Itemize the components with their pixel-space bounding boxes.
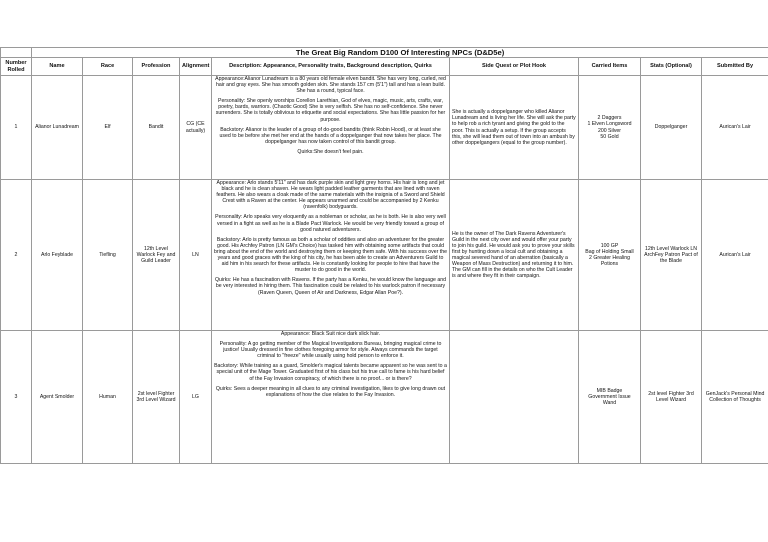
- stats-cell: Doppelganger: [641, 76, 702, 180]
- description-cell: [212, 76, 450, 180]
- race-cell: Elf: [83, 76, 133, 180]
- item-line: MIB Badge: [596, 387, 623, 394]
- description-cell: [212, 180, 450, 331]
- table-row: [1, 331, 768, 464]
- table-title: The Great Big Random D100 Of Interesting NPCs (D&D5e): [32, 48, 768, 58]
- race-cell: Human: [83, 331, 133, 464]
- submitted-cell: Aurican's Lair: [702, 180, 768, 331]
- number-cell: 2: [1, 180, 32, 331]
- column-header: Carried Items: [579, 58, 641, 76]
- profession-cell: Bandit: [133, 76, 180, 180]
- items-cell: [579, 76, 641, 180]
- description-paragraph: Backstory: Arlo is pretty famous as both a scholar of oddities and also an adventurer for the greater good. His Archfey Patron (LN GM's Choice) has tasked him with obtaining some artifacts that could bring about the end of the world and destroying them or keeping them safe. With his success over the years and good graces with the king of his city, he has been able to create an Adventurers Guild to aid him in his search for these artifacts. He is constantly looking for people to hire that have the muster to do good in the world.: [214, 236, 447, 274]
- description-paragraph: Appearance:Alianor Lunadream is a 80 years old female elven bandit. She has very long, curled, red hair and gray eyes. She has smooth golden skin. She stands 157 cm (5'1") tall and has a lean build. She has a round, typical face.: [215, 76, 446, 95]
- item-line: Government Issue Wand: [588, 393, 631, 407]
- items-cell: [579, 180, 641, 331]
- column-header: Race: [83, 58, 133, 76]
- profession-cell: 2st level Fighter 3rd Level Wizard: [133, 331, 180, 464]
- profession-cell: 12th Level Warlock Fey and Guild Leader: [133, 180, 180, 331]
- column-header: Name: [32, 58, 83, 76]
- column-header: Alignment: [180, 58, 212, 76]
- column-header: Side Quest or Plot Hook: [450, 58, 579, 76]
- item-line: 200 Silver: [597, 127, 622, 134]
- description-paragraph: Appearance: Arlo stands 5'11" and has dark purple skin and light grey horns. His hair is long and jet black and he is clean shaven. He wears light padded leather garments that are lined with raven feathers. He also wears a cloak made of the same materials with the insignia of a Sword and Shield Crest with a Raven at the center. He appears unarmed and could be accompanied by 2 Kenku (ravenfolk) bodyguards.: [216, 180, 445, 211]
- alignment-cell: LG: [180, 331, 212, 464]
- item-line: 1 Elven Longsword: [587, 121, 632, 128]
- number-cell: 1: [1, 76, 32, 180]
- description-paragraph: Personality: She openly worships Corellon Larethian, God of elves, magic, music, arts, crafts, war, poetry, bards, warriors. (Chaotic Good) She is very selfish. She has no self-confidence. She never surrenders. She is totally oblivious to etiquette and social expectations. She has little passion for her purpose.: [215, 98, 446, 123]
- submitted-cell: Aurican's Lair: [702, 76, 768, 180]
- description-cell: [212, 331, 450, 464]
- description-paragraph: Appearance: Black Suit nice dark slick hair.: [280, 331, 381, 337]
- item-line: Bag of Holding Small: [585, 248, 634, 255]
- item-line: 100 GP: [600, 242, 619, 249]
- table-row: [1, 180, 768, 331]
- name-cell: Agent Smolder: [32, 331, 83, 464]
- header-row: [1, 58, 768, 76]
- item-line: 2 Greater Healing Potions: [589, 255, 630, 268]
- item-line: 50 Gold: [600, 133, 619, 140]
- column-header: Profession: [133, 58, 180, 76]
- items-cell: [579, 331, 641, 464]
- alignment-cell: LN: [180, 180, 212, 331]
- stats-cell: 2st level Fighter 3rd Level Wizard: [641, 331, 702, 464]
- quest-cell: She is actually a doppelganger who killed Alianor Lunadream and is living her life. She will ask the party to help rob a rich tyrant and giving the gold to the poor. This is actually a setup. If the group accepts this, she will lead them out of town into an ambush by other doppelgangers (equal to the group number).: [450, 76, 579, 180]
- table-row: [1, 76, 768, 180]
- column-header: Description: Appearance, Personality traits, Background description, Quirks: [212, 58, 450, 76]
- description-paragraph: Quirks:She doesn't feel pain.: [297, 148, 364, 155]
- column-header: Submitted By: [702, 58, 768, 76]
- description-paragraph: Quirks: He has a fascination with Ravens. If the party has a Kenku, he would know the language and be very interested in hiring them. This fascination could be related to his warlock patron if necessary (Raven Queen, Queen of Air and Darkness, Edgar Allan Poe?).: [215, 277, 446, 296]
- item-line: 2 Daggers: [597, 115, 622, 122]
- quest-cell: He is the owner of The Dark Ravens Adventurer's Guild in the next city over and would offer your party to join his guild. He would ask you to prove your skills first by hunting down a local cult and obtaining a magical severed hand of an aberration (basically a Weapon of Mass Destruction) and returning it to him. The GM can fill in the details on who the Cult Leader is and where they fit in their campaign.: [450, 180, 579, 331]
- description-paragraph: Backstory: Alianor is the leader of a group of do-good bandits (think Robin Hood), or at least she used to be before she met her end at the hands of a doppelganger that now takes her place. The doppelganger has now taken control of this bandit group.: [219, 126, 442, 145]
- description-paragraph: Backstory: While training as a guard, Smolder's magical talents became apparent so he was sent to a special unit of the Mage Tower. Graduated first of his class but his true call to fame is his hard belief of the Fay Invasion conspiracy, of which there is no proof... or is there?: [214, 363, 447, 382]
- column-header: Stats (Optional): [641, 58, 702, 76]
- quest-cell: [450, 331, 579, 464]
- column-header: Number Rolled: [1, 58, 32, 76]
- npc-table: [0, 47, 768, 464]
- name-cell: Arlo Feyblade: [32, 180, 83, 331]
- submitted-cell: GenJack's Personal Mind Collection of Thoughts: [702, 331, 768, 464]
- alignment-cell: CG (CE actually): [180, 76, 212, 180]
- number-cell: 3: [1, 331, 32, 464]
- description-paragraph: Personality: A go getting member of the Magical Investigations Bureau, bringing magical crime to justice! Usually dressed in fine clothes foregoing armor for style. Always commands the target criminal to "freeze" while usually using hold person to enforce it.: [219, 341, 442, 360]
- name-cell: Alianor Lunadream: [32, 76, 83, 180]
- description-paragraph: Quirks: Sees a deeper meaning in all clues to any criminal investigation, likes to give long drawn out explanations of how the clue relates to the Fay Invasion.: [215, 385, 446, 398]
- stats-cell: 12th Level Warlock LN ArchFey Patron Pact of the Blade: [641, 180, 702, 331]
- description-paragraph: Personality: Arlo speaks very eloquently as a nobleman or scholar, as he is both. He is also very well versed in a fight as well as he is a Blade Pact Warlock. He would be very friendly toward a group of good natured adventurers.: [215, 214, 446, 233]
- race-cell: Tiefling: [83, 180, 133, 331]
